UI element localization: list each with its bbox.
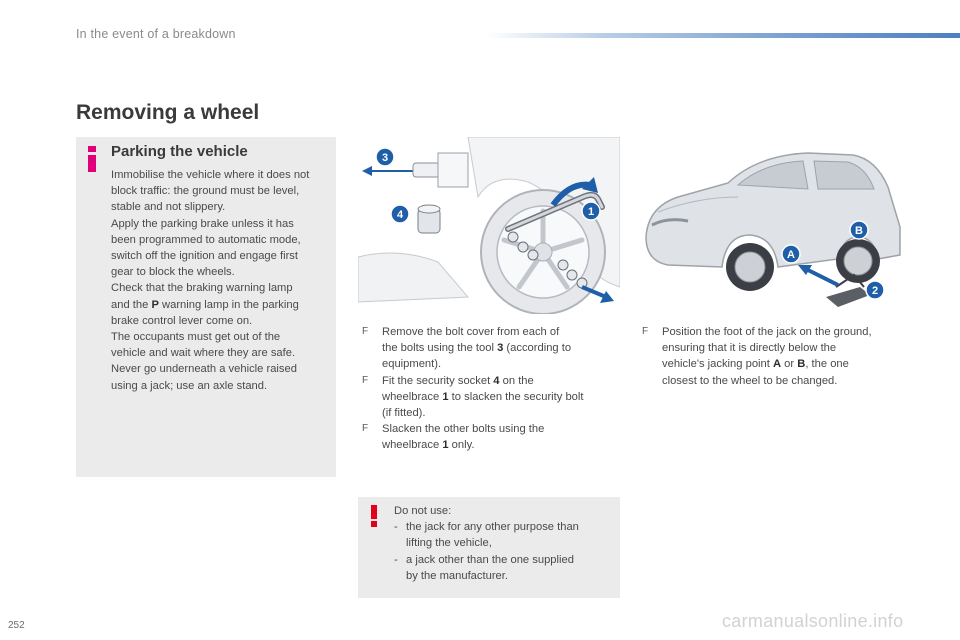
step-text: (if fitted). bbox=[382, 407, 426, 420]
step-text: equipment). bbox=[382, 358, 442, 371]
callout-2-label: 2 bbox=[871, 285, 879, 297]
warning-item: - the jack for any other purpose than lifting the vehicle, bbox=[394, 521, 579, 550]
info-box-parking bbox=[76, 137, 336, 477]
info-line: brake control lever come on. bbox=[111, 314, 253, 327]
info-line: Check that the braking warning lamp bbox=[111, 282, 293, 295]
car-jack-illustration bbox=[638, 137, 906, 314]
callout-3 bbox=[376, 148, 394, 166]
info-line: block traffic: the ground must be level, bbox=[111, 185, 300, 198]
step-text: Position the foot of the jack on the ground, bbox=[662, 326, 872, 338]
callout-4-label: 4 bbox=[396, 209, 404, 221]
info-text: and the bbox=[111, 298, 152, 311]
warning-body bbox=[394, 503, 616, 584]
step-text: closest to the wheel to be changed. bbox=[662, 374, 838, 387]
wheel-wheelbrace-illustration bbox=[358, 137, 620, 314]
step-text: ensuring that it is directly below the bbox=[662, 342, 837, 355]
section-header: In the event of a breakdown bbox=[76, 27, 236, 41]
info-text: warning lamp in the parking bbox=[158, 298, 299, 311]
info-line: using a jack; use an axle stand. bbox=[111, 379, 268, 392]
callout-2 bbox=[866, 281, 884, 299]
steps-left bbox=[362, 324, 612, 454]
info-icon bbox=[86, 145, 98, 173]
warning-item: - a jack other than the one supplied by the manufacturer. bbox=[394, 553, 574, 582]
info-line: Never go underneath a vehicle raised bbox=[111, 363, 297, 376]
step-remove-bolt-cover bbox=[362, 324, 612, 373]
step-bullet: F bbox=[362, 374, 369, 386]
callout-4 bbox=[391, 205, 409, 223]
watermark: carmanualsonline.info bbox=[722, 611, 904, 631]
page-title: Removing a wheel bbox=[76, 101, 260, 124]
p-lamp-label: P bbox=[151, 298, 159, 311]
info-line: Immobilise the vehicle where it does not bbox=[111, 169, 310, 181]
info-line: switch off the ignition and engage first bbox=[111, 250, 298, 263]
warning-icon bbox=[370, 505, 378, 527]
step-text: Slacken the other bolts using the bbox=[382, 423, 545, 436]
callout-1 bbox=[582, 202, 600, 220]
callout-1-label: 1 bbox=[587, 206, 595, 218]
step-text: wheelbrace 1 only. bbox=[382, 439, 475, 452]
info-line: The occupants must get out of the bbox=[111, 331, 281, 344]
step-text: wheelbrace 1 to slacken the security bolt bbox=[382, 390, 584, 403]
step-fit-socket bbox=[362, 373, 612, 422]
step-text: Remove the bolt cover from each of bbox=[382, 326, 560, 338]
step-slacken-bolts bbox=[362, 421, 612, 453]
step-position-jack bbox=[642, 324, 904, 389]
callout-a bbox=[782, 245, 800, 263]
steps-right bbox=[642, 324, 904, 389]
info-box-title: Parking the vehicle bbox=[111, 143, 248, 160]
info-line: vehicle and wait where they are safe. bbox=[111, 347, 296, 360]
step-text: vehicle's jacking point A or B, the one bbox=[662, 358, 849, 371]
info-line: gear to block the wheels. bbox=[111, 266, 235, 279]
callout-b bbox=[850, 221, 868, 239]
warning-box bbox=[358, 497, 620, 598]
step-bullet: F bbox=[362, 326, 369, 337]
info-line bbox=[111, 297, 333, 313]
header-gradient-bar bbox=[486, 33, 960, 38]
step-text: Fit the security socket 4 on the bbox=[382, 374, 534, 387]
callout-3-label: 3 bbox=[381, 152, 389, 164]
info-line: been programmed to automatic mode, bbox=[111, 233, 301, 246]
warning-intro: Do not use: bbox=[394, 505, 452, 517]
step-bullet: F bbox=[362, 423, 369, 435]
info-box-body bbox=[111, 167, 333, 394]
step-bullet: F bbox=[642, 326, 649, 337]
info-line: Apply the parking brake unless it has bbox=[111, 217, 294, 230]
info-line: stable and not slippery. bbox=[111, 201, 226, 214]
callout-b-label: B bbox=[855, 225, 863, 237]
page-number: 252 bbox=[8, 620, 25, 631]
callout-a-label: A bbox=[787, 249, 795, 261]
step-text: the bolts using the tool 3 (according to bbox=[382, 342, 572, 355]
figure-car-jack bbox=[638, 137, 906, 314]
figure-wheelbrace bbox=[358, 137, 620, 314]
